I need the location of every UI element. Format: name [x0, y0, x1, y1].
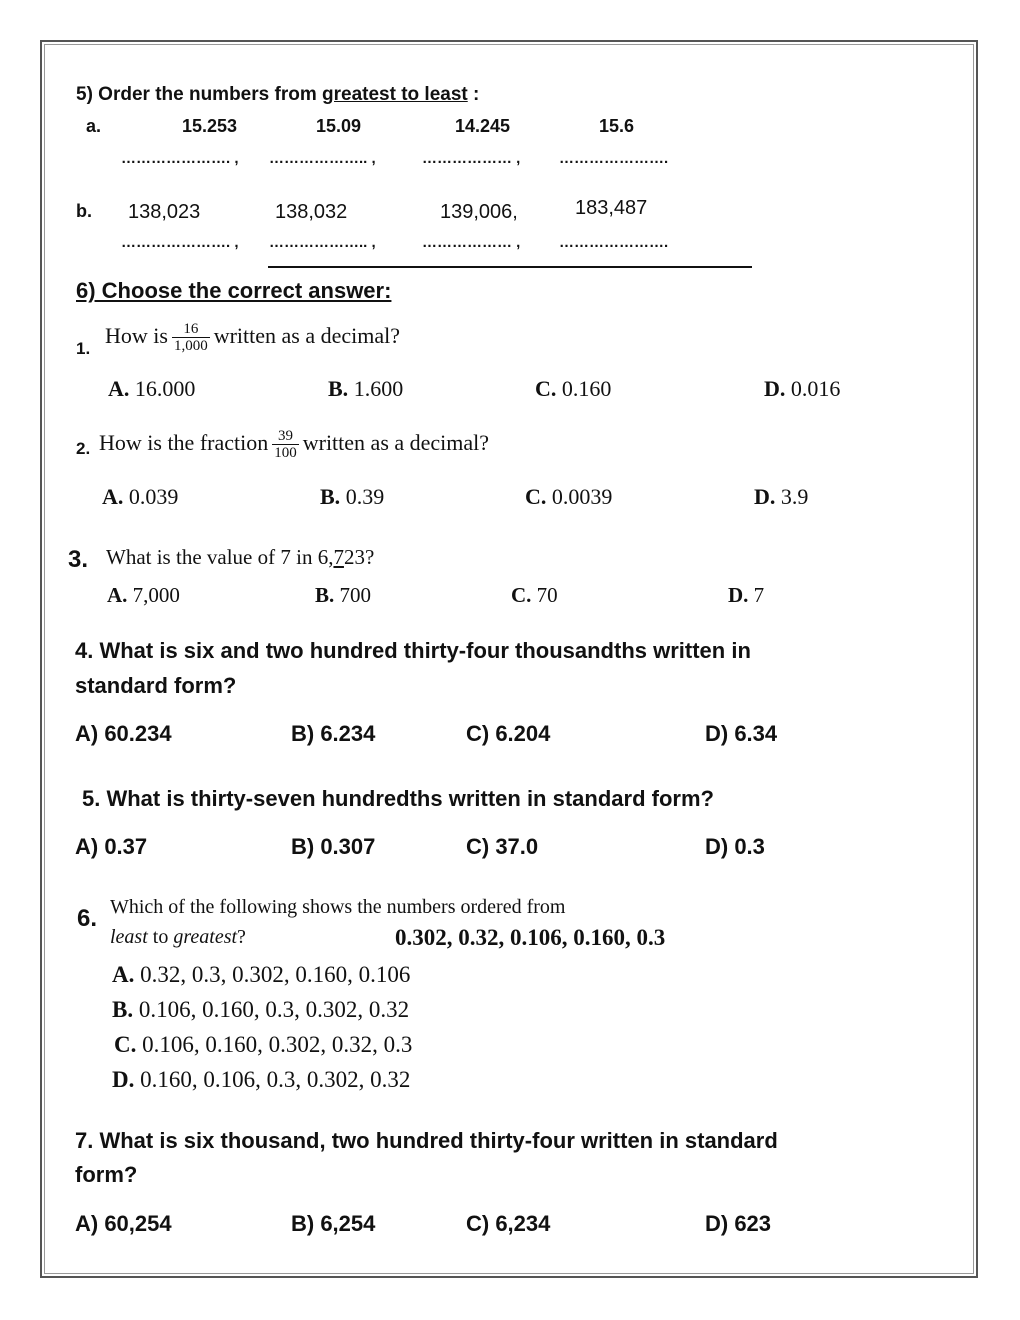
q6-item1-option-d[interactable]	[764, 376, 840, 402]
q6-item7-option-a[interactable]: A) 60,254	[75, 1211, 172, 1236]
q6-title: 6) Choose the correct answer:	[76, 278, 392, 303]
q6-item4-option-d[interactable]: D) 6.34	[705, 721, 778, 746]
option-letter: A.	[108, 376, 130, 401]
option-letter: D.	[764, 376, 786, 401]
q6-item6-question-line1: Which of the following shows the numbers ordered from	[110, 896, 566, 918]
option-letter: B.	[112, 997, 134, 1022]
q6-item3-option-b[interactable]	[315, 583, 371, 608]
option-value: 0.39	[345, 484, 385, 509]
option-letter: C.	[511, 583, 532, 607]
q5a-number-2: 15.09	[316, 116, 362, 136]
q6-item7-option-b[interactable]: B) 6,254	[291, 1211, 376, 1236]
option-value: 0.106, 0.160, 0.302, 0.32, 0.3	[142, 1032, 413, 1057]
q5b-blank-1[interactable]: …………………. ,	[121, 234, 239, 251]
q6-item1-fraction	[172, 321, 210, 354]
q6-item7-question-line2: form?	[75, 1162, 138, 1187]
option-value: 700	[339, 583, 372, 607]
q5a-label: a.	[86, 116, 102, 136]
q6-item1-text-before: How is	[105, 323, 168, 348]
option-letter: C.	[114, 1032, 137, 1057]
q6-item2-option-d[interactable]	[754, 484, 808, 510]
q6-item6-least: least	[110, 926, 148, 948]
q6-item6-option-b[interactable]	[112, 997, 409, 1023]
q6-item5-option-b[interactable]: B) 0.307	[291, 834, 376, 859]
q5-title-suffix: :	[467, 84, 480, 105]
q6-item2-option-b[interactable]	[320, 484, 384, 510]
option-letter: D.	[112, 1067, 135, 1092]
q6-item4-option-b[interactable]: B) 6.234	[291, 721, 376, 746]
q5-title-prefix: 5) Order the numbers from	[76, 84, 322, 105]
q6-item7-option-c[interactable]: C) 6,234	[466, 1211, 551, 1236]
q5-title	[76, 84, 479, 106]
option-letter: A.	[102, 484, 124, 509]
q6-item1-option-c[interactable]	[535, 376, 611, 402]
option-value: 3.9	[780, 484, 809, 509]
q6-item2-frac-den: 100	[274, 445, 297, 462]
option-value: 7,000	[132, 583, 180, 607]
q6-item7-question-line1: 7. What is six thousand, two hundred thirty-four written in standard	[75, 1128, 778, 1153]
q6-item1-number: 1.	[76, 339, 91, 358]
option-value: 7	[753, 583, 765, 607]
q6-item3-text-after: 23?	[343, 545, 375, 569]
option-value: 1.600	[353, 376, 404, 401]
option-letter: B.	[315, 583, 335, 607]
q6-item1-frac-num: 16	[183, 321, 199, 338]
q5a-number-3: 14.245	[455, 116, 511, 136]
option-value: 0.016	[790, 376, 841, 401]
q6-item5-question: 5. What is thirty-seven hundredths written in standard form?	[82, 786, 714, 811]
option-value: 16.000	[134, 376, 196, 401]
option-value: 0.160	[561, 376, 612, 401]
q6-item6-option-d[interactable]	[112, 1067, 410, 1093]
q5b-number-4: 183,487	[575, 197, 648, 219]
q6-item5-option-d[interactable]: D) 0.3	[705, 834, 765, 859]
q6-item3-question	[106, 545, 374, 570]
option-value: 0.106, 0.160, 0.3, 0.302, 0.32	[138, 997, 410, 1022]
q5b-number-1: 138,023	[128, 201, 201, 223]
q6-item2-option-a[interactable]	[102, 484, 178, 510]
q5a-blank-4[interactable]: ………………….	[559, 150, 669, 167]
q5b-blank-3[interactable]: ……………… ,	[422, 234, 521, 251]
option-letter: C.	[525, 484, 547, 509]
q6-item3-number: 3.	[68, 546, 89, 573]
q6-item2-option-c[interactable]	[525, 484, 612, 510]
q6-item2-text-after: written as a decimal?	[302, 430, 490, 455]
option-value: 0.0039	[551, 484, 613, 509]
q6-item4-option-a[interactable]: A) 60.234	[75, 721, 172, 746]
option-value: 0.039	[128, 484, 179, 509]
q6-item1-text-after: written as a decimal?	[213, 323, 401, 348]
q6-item5-option-a[interactable]: A) 0.37	[75, 834, 148, 859]
q5b-blank-4[interactable]: ………………….	[559, 234, 669, 251]
q6-item6-option-a[interactable]	[112, 962, 410, 988]
q5b-blank-2[interactable]: ……………….. ,	[269, 234, 376, 251]
q6-item2-fraction	[272, 428, 299, 461]
option-letter: D.	[754, 484, 776, 509]
q6-item6-number-set: 0.302, 0.32, 0.106, 0.160, 0.3	[395, 925, 666, 950]
q6-item3-option-d[interactable]	[728, 583, 764, 608]
q6-item4-question-line1: 4. What is six and two hundred thirty-four thousandths written in	[75, 638, 751, 663]
option-letter: D.	[728, 583, 749, 607]
q6-item3-option-c[interactable]	[511, 583, 558, 608]
q5a-number-1: 15.253	[182, 116, 238, 136]
q6-item6-greatest: greatest	[173, 926, 238, 948]
q6-item6-question-line2	[110, 926, 246, 949]
q6-item2-text-before: How is the fraction	[99, 430, 269, 455]
option-letter: B.	[320, 484, 341, 509]
option-value: 0.160, 0.106, 0.3, 0.302, 0.32	[140, 1067, 411, 1092]
option-value: 70	[536, 583, 558, 607]
q5a-number-4: 15.6	[599, 116, 635, 136]
q6-item7-option-d[interactable]: D) 623	[705, 1211, 772, 1236]
option-letter: A.	[107, 583, 128, 607]
q6-item6-number: 6.	[77, 905, 98, 932]
option-letter: C.	[535, 376, 557, 401]
q5-title-underlined: greatest to least	[322, 84, 468, 105]
q5b-number-3: 139,006,	[440, 201, 518, 223]
q6-item6-qmark: ?	[237, 926, 246, 948]
q6-item4-option-c[interactable]: C) 6.204	[466, 721, 551, 746]
q6-item3-text-before: What is the value of 7 in 6,	[106, 545, 334, 569]
q6-item4-question-line2: standard form?	[75, 673, 237, 698]
option-letter: B.	[328, 376, 349, 401]
q5a-blank-1[interactable]: …………………. ,	[121, 150, 239, 167]
q6-item2-number: 2.	[76, 439, 91, 458]
q6-item2-frac-num: 39	[277, 428, 293, 445]
option-letter: A.	[112, 962, 135, 987]
q5b-number-2: 138,032	[275, 201, 348, 223]
q6-item1-option-b[interactable]	[328, 376, 403, 402]
q6-item3-underlined-digit: 7	[333, 545, 344, 569]
q6-item1-question	[105, 318, 400, 354]
q6-item5-option-c[interactable]: C) 37.0	[466, 834, 539, 859]
q6-item2-question	[99, 425, 489, 461]
q6-item6-option-c[interactable]	[114, 1032, 412, 1058]
section-divider	[268, 266, 752, 268]
option-value: 0.32, 0.3, 0.302, 0.160, 0.106	[140, 962, 411, 987]
q6-item3-option-a[interactable]	[107, 583, 180, 608]
q6-item1-frac-den: 1,000	[173, 338, 208, 355]
q5b-label: b.	[76, 201, 92, 221]
q6-item6-to: to	[147, 926, 174, 948]
q5a-blank-2[interactable]: ……………….. ,	[269, 150, 376, 167]
q5a-blank-3[interactable]: ……………… ,	[422, 150, 521, 167]
q6-item1-option-a[interactable]	[108, 376, 195, 402]
